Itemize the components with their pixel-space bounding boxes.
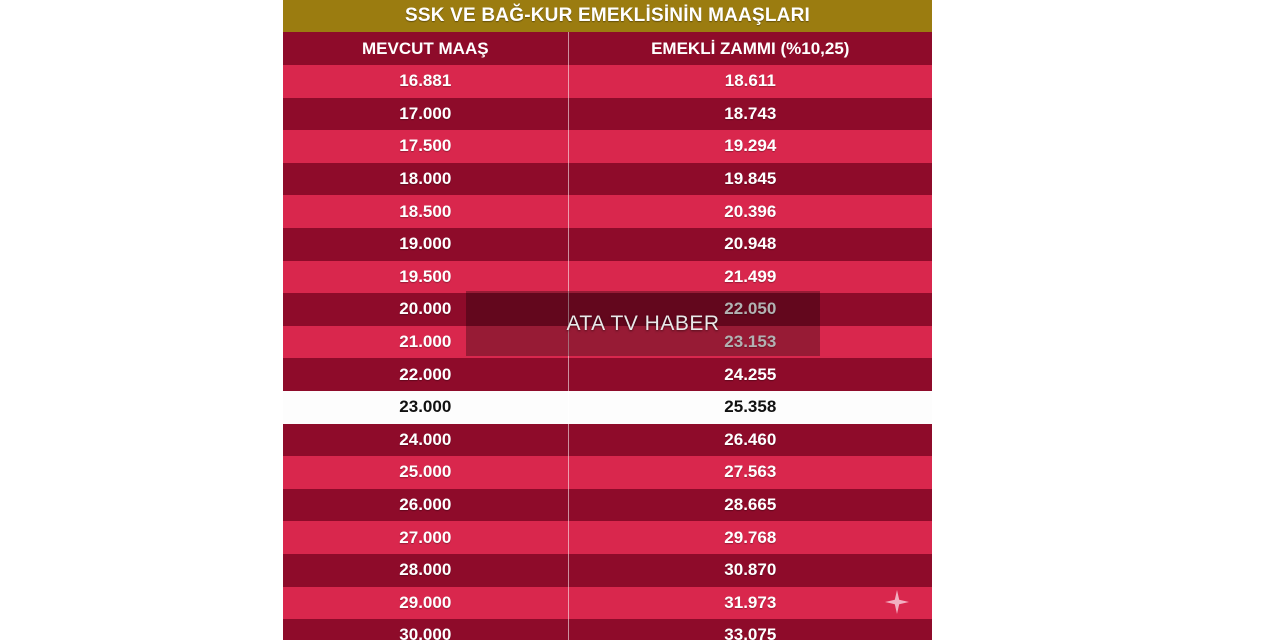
table-row (283, 98, 932, 131)
table-title: SSK VE BAĞ-KUR EMEKLİSİNİN MAAŞLARI (283, 0, 932, 32)
cell-current-salary: 17.000 (399, 103, 452, 123)
cell-current-salary: 25.000 (399, 462, 452, 482)
table-row (283, 163, 932, 196)
cell-raised-salary: 27.563 (724, 462, 777, 482)
cell-current-salary: 23.000 (283, 391, 568, 424)
cell-raised-salary: 28.665 (724, 495, 777, 515)
cell-raised-salary: 25.358 (569, 391, 932, 424)
table-row (283, 489, 932, 522)
table-row (283, 261, 932, 294)
cell-current-salary: 18.000 (399, 169, 452, 189)
cell-raised-salary: 31.973 (724, 592, 777, 612)
cell-current-salary: 21.000 (399, 332, 452, 352)
table-row (283, 456, 932, 489)
column-header-raised: EMEKLİ ZAMMI (%10,25) (651, 38, 850, 58)
table-row (283, 424, 932, 457)
cell-raised-salary: 33.075 (724, 625, 777, 640)
cell-raised-salary: 26.460 (724, 429, 777, 449)
cell-current-salary: 17.500 (399, 136, 452, 156)
table-row (283, 391, 932, 424)
table-row (283, 65, 932, 98)
table-row (283, 293, 932, 326)
cell-raised-salary: 18.743 (724, 103, 777, 123)
cell-raised-salary: 24.255 (724, 364, 777, 384)
table-header-row (283, 32, 932, 65)
table-row (283, 195, 932, 228)
table-row (283, 326, 932, 359)
cell-current-salary: 28.000 (399, 560, 452, 580)
table-row (283, 587, 932, 620)
table-row (283, 358, 932, 391)
cell-raised-salary: 19.294 (724, 136, 777, 156)
cell-raised-salary: 30.870 (724, 560, 777, 580)
cell-raised-salary: 29.768 (724, 527, 777, 547)
cell-raised-salary: 18.611 (724, 71, 776, 91)
table-row (283, 521, 932, 554)
cell-current-salary: 18.500 (399, 201, 452, 221)
cell-current-salary: 29.000 (399, 592, 452, 612)
cell-current-salary: 22.000 (399, 364, 452, 384)
table-row (283, 130, 932, 163)
cell-current-salary: 30.000 (399, 625, 452, 640)
cell-current-salary: 26.000 (399, 495, 452, 515)
cell-raised-salary: 21.499 (724, 266, 777, 286)
cell-current-salary: 19.500 (399, 266, 452, 286)
table-body (283, 65, 932, 640)
cell-raised-salary: 20.396 (724, 201, 777, 221)
cell-raised-salary: 20.948 (724, 234, 777, 254)
cell-raised-salary: 19.845 (724, 169, 777, 189)
cell-current-salary: 20.000 (399, 299, 452, 319)
cell-current-salary: 27.000 (399, 527, 452, 547)
table-row (283, 554, 932, 587)
cell-current-salary: 24.000 (399, 429, 452, 449)
column-header-current: MEVCUT MAAŞ (362, 38, 489, 58)
cell-current-salary: 19.000 (399, 234, 452, 254)
table-row (283, 228, 932, 261)
cell-current-salary: 16.881 (399, 71, 452, 91)
cell-raised-salary: 22.050 (724, 299, 777, 319)
table-row (283, 619, 932, 640)
salary-table (283, 0, 932, 640)
cell-raised-salary: 23.153 (724, 332, 777, 352)
watermark-text: ATA TV HABER (566, 311, 720, 335)
